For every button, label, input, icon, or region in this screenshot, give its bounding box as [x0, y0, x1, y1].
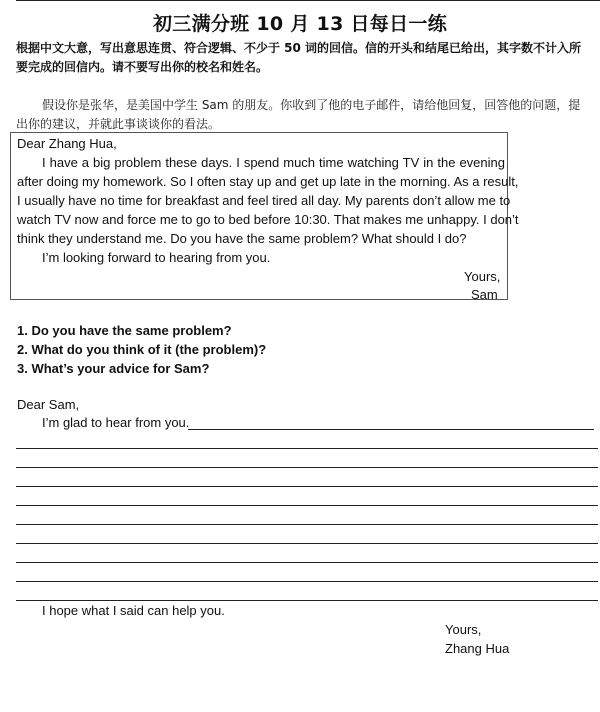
writing-line-first	[188, 429, 594, 430]
writing-line	[16, 486, 598, 487]
scenario-line-1: 假设你是张华，是美国中学生 Sam 的朋友。你收到了他的电子邮件，请给他回复，回答他的问题，提	[42, 98, 581, 112]
writing-line	[16, 581, 598, 582]
question-2: 2. What do you think of it (the problem)?	[17, 342, 267, 357]
writing-line	[16, 505, 598, 506]
letter-greeting: Dear Zhang Hua,	[17, 136, 117, 151]
page-title: 初三满分班 10 月 13 日每日一练	[152, 13, 448, 35]
writing-line	[16, 600, 598, 601]
scenario	[16, 96, 600, 134]
reply-opening: I’m glad to hear from you.	[42, 415, 190, 430]
question-3: 3. What’s your advice for Sam?	[17, 361, 210, 376]
writing-line	[16, 467, 598, 468]
question-1: 1. Do you have the same problem?	[17, 323, 232, 338]
instructions-line-2: 要完成的回信内。请不要写出你的校名和姓名。	[16, 60, 269, 74]
reply-greeting: Dear Sam,	[17, 397, 80, 412]
top-rule	[16, 0, 600, 1]
questions-list	[17, 321, 266, 378]
letter-line-3: I usually have no time for breakfast and feel tired all day. My parents don’t allow me to	[17, 193, 511, 208]
reply-closing: I hope what I said can help you.	[42, 603, 225, 618]
letter-signature: Sam	[471, 287, 498, 302]
letter-line-5: think they understand me. Do you have the same problem? What should I do?	[17, 231, 467, 246]
letter-line-1: I have a big problem these days. I spend much time watching TV in the evening	[42, 155, 505, 170]
scenario-line-2: 出你的建议，并就此事谈谈你的看法。	[16, 117, 221, 131]
letter-line-4: watch TV now and force me to go to bed before 10:30. That makes me unhappy. I don’t	[17, 212, 519, 227]
letter-signoff: Yours,	[464, 269, 501, 284]
instructions	[16, 39, 600, 77]
writing-line	[16, 448, 598, 449]
reply-signature: Zhang Hua	[445, 641, 510, 656]
instructions-line-1: 根据中文大意，写出意思连贯、符合逻辑、不少于 50 词的回信。信的开头和结尾已给出，其字数不计入所	[16, 41, 582, 55]
email-letter-box	[10, 132, 519, 302]
letter-line-2: after doing my homework. So I often stay up and get up late in the morning. As a result,	[17, 174, 519, 189]
writing-line	[16, 562, 598, 563]
reply-signoff: Yours,	[445, 622, 482, 637]
writing-line	[16, 524, 598, 525]
writing-line	[16, 543, 598, 544]
letter-closing-line: I’m looking forward to hearing from you.	[42, 250, 271, 265]
